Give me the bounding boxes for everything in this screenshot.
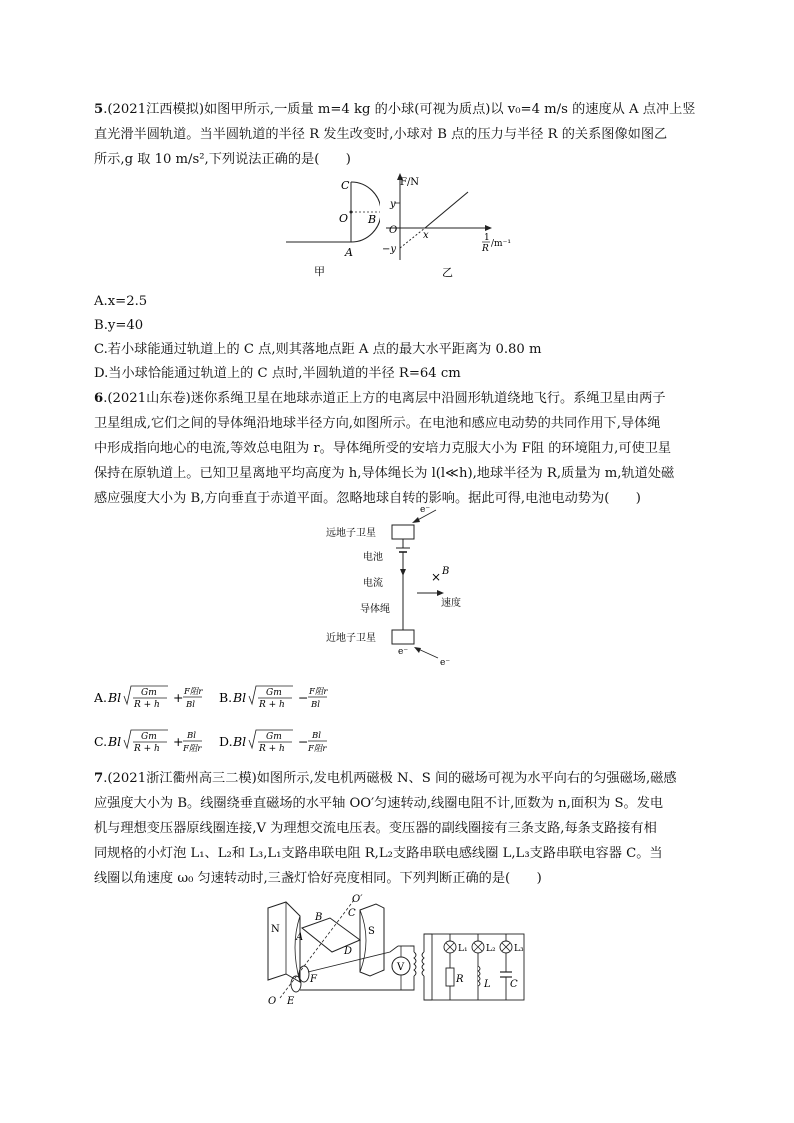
q7-line-3: 机与理想变压器原线圈连接,V 为理想交流电压表。变压器的副线圈接有三条支路,每条支路接有相 [94,821,657,836]
label-c: C [348,908,356,919]
label-r: R [456,974,464,985]
q5-line-2: 直光滑半圆轨道。当半圆轨道的半径 R 发生改变时,小球对 B 点的压力与半径 R 的关系图像如图乙 [94,127,668,142]
figure-q7-generator [260,894,540,1008]
sqrt-denominator: R + h [259,744,285,754]
lamp-l3-icon [500,941,512,953]
label-far-satellite: 远地子卫星 [326,528,376,539]
question-number: 5 [94,102,104,117]
caption-jia: 甲 [314,265,325,278]
lamp-l2-icon [472,941,484,953]
q7-line-4: 同规格的小灯泡 L₁、L₂和 L₃,L₁支路串联电阻 R,L₂支路串联电感线圈 L,L₃支路串联电容器 C。当 [94,846,663,861]
fraction-denominator: Bl [186,700,195,710]
figure-yi [380,170,520,284]
inductor-icon [478,966,480,986]
label-o: O [339,212,349,225]
resistor-icon [446,968,454,986]
option-bl: Bl [108,690,122,705]
label-v: V [397,962,405,973]
label-current: 电流 [363,578,383,589]
label-capacitor: C [510,979,518,990]
sqrt-denominator: R + h [259,700,285,710]
operator: + [173,690,184,705]
q6-option-b [219,686,328,710]
sqrt-numerator: Gm [141,688,157,698]
label-o-prime: O′ [352,894,363,905]
q5-option-d: D.当小球恰能通过轨道上的 C 点时,半圆轨道的半径 R=64 cm [94,366,461,381]
label-s-pole: S [368,926,375,937]
label-a: A [345,246,353,259]
label-l3: L₃ [514,944,524,954]
q6-line-4: 保持在原轨道上。已知卫星离地平均高度为 h,导体绳长为 l(l≪h),地球半径为 R,质量为 m,轨道处磁 [94,466,675,481]
q7-line-1 [94,766,700,791]
question-source: .(2021山东卷) [103,391,191,406]
label-axis-unit: /m⁻¹ [491,239,511,249]
label-c: C [341,179,350,192]
sqrt-numerator: Gm [266,732,282,742]
q5-line-3: 所示,g 取 10 m/s²,下列说法正确的是( ) [94,152,351,167]
fraction-numerator: Bl [187,731,196,741]
label-origin: O [389,225,398,236]
caption-yi: 乙 [442,266,453,279]
label-near-satellite: 近地子卫星 [326,633,376,644]
stem-text: 如图甲所示,一质量 m=4 kg 的小球(可视为质点)以 v₀=4 m/s 的速度从 A 点冲上竖 [203,102,696,117]
b-field-cross-icon: × [431,570,442,584]
label-n-pole: N [271,924,280,935]
label-speed: 速度 [441,598,461,609]
label-axis-one: 1 [484,233,490,243]
option-bl: Bl [108,734,122,749]
label-axis-r: R [482,244,489,254]
question-source: .(2021江西模拟) [103,102,204,117]
q6-line-2: 卫星组成,它们之间的导体绳沿地球半径方向,如图所示。在电池和感应电动势的共同作用下,导体绳 [94,416,661,431]
question-7 [94,766,700,891]
operator: − [298,734,309,749]
q6-line-1 [94,386,700,411]
q6-line-5: 感应强度大小为 B,方向垂直于赤道平面。忽略地球自转的影响。据此可得,电池电动势为( ) [94,491,641,506]
label-b: B [315,912,323,923]
q6-option-c [94,730,202,754]
sqrt-denominator: R + h [134,744,160,754]
fraction-numerator: F阻r [184,687,203,697]
fraction-denominator: F阻r [183,744,202,754]
q6-option-a [94,686,203,710]
label-x: x [423,230,429,241]
q5-option-c: C.若小球能通过轨道上的 C 点,则其落地点距 A 点的最大水平距离为 0.80 m [94,342,542,357]
label-f-axis: F/N [400,177,420,188]
option-label: B. [219,690,233,705]
label-e: E [287,996,295,1007]
label-f: F [310,974,317,985]
question-6 [94,386,700,511]
option-bl: Bl [233,690,247,705]
fraction-denominator: F阻r [308,744,327,754]
label-l2: L₂ [486,944,496,954]
question-5 [94,97,700,172]
label-y: y [390,199,396,210]
q5-option-b: B.y=40 [94,318,144,333]
label-b: B [368,213,377,226]
label-l: L [484,979,491,990]
option-bl: Bl [233,734,247,749]
question-number: 7 [94,771,104,786]
question-source: .(2021浙江衢州高三二模) [103,771,257,786]
option-label: C. [94,734,108,749]
q6-line-3: 中形成指向地心的电流,等效总电阻为 r。导体绳所受的安培力克服大小为 F阻 的环境阻力,可使卫星 [94,441,672,456]
fraction-numerator: Bl [312,731,321,741]
sqrt-numerator: Gm [266,688,282,698]
label-a: A [296,932,304,943]
label-l1: L₁ [458,944,468,954]
label-rope: 导体绳 [360,604,390,615]
option-label: A. [94,690,108,705]
figure-jia [270,178,380,284]
q5-option-a: A.x=2.5 [94,294,148,309]
operator: + [173,734,184,749]
option-label: D. [219,734,233,749]
label-d: D [344,946,353,957]
label-battery: 电池 [363,552,383,563]
question-number: 6 [94,391,104,406]
fraction-numerator: F阻r [309,687,328,697]
stem-text: 迷你系绳卫星在地球赤道正上方的电离层中沿圆形轨道绕地飞行。系绳卫星由两子 [190,391,666,406]
q6-options-ab [94,680,394,760]
q5-line-1 [94,97,700,122]
electron-bottom-2: e⁻ [440,658,451,668]
figure-q6-tether [320,502,500,670]
electron-bottom: e⁻ [398,647,409,657]
q7-line-2: 应强度大小为 B。线圈绕垂直磁场的水平轴 OO′匀速转动,线圈电阻不计,匝数为 n,面积为 S。发电 [94,796,664,811]
label-o: O [268,996,277,1007]
lamp-l1-icon [444,941,456,953]
q7-line-5: 线圈以角速度 ω₀ 匀速转动时,三盏灯恰好亮度相同。下列判断正确的是( ) [94,871,542,886]
sqrt-denominator: R + h [134,700,160,710]
q6-option-d [219,730,327,754]
fraction-denominator: Bl [311,700,320,710]
label-neg-y: −y [382,244,397,255]
stem-text: 如图所示,发电机两磁极 N、S 间的磁场可视为水平向右的匀强磁场,磁感 [256,771,677,786]
operator: − [298,690,309,705]
electron-top: e⁻ [420,505,431,515]
sqrt-numerator: Gm [141,732,157,742]
label-b-field: B [442,566,450,577]
